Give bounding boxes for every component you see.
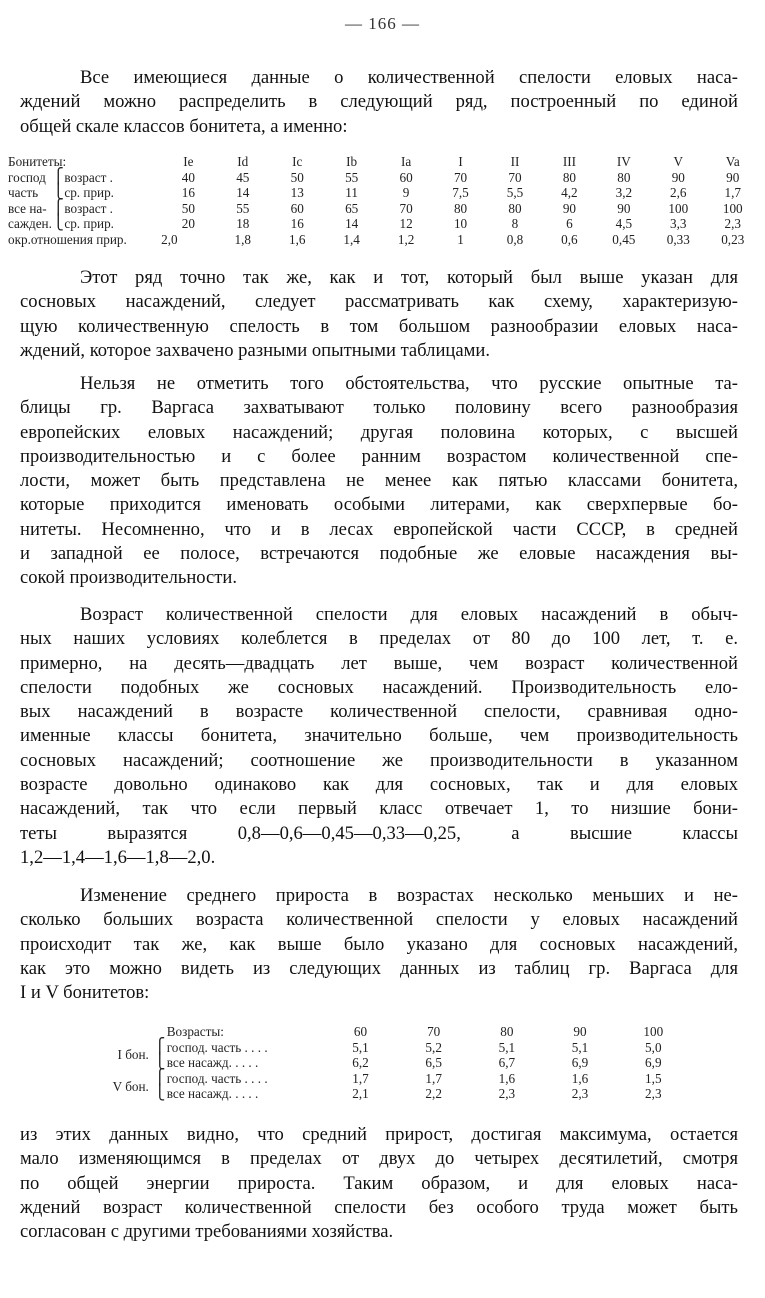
text-line: щую количественную спелость в том большом разнообразии еловых наса-: [20, 315, 738, 337]
paragraph-conclusion: [20, 1123, 738, 1244]
text-line: ных наших условиях колеблется в пределах от 80 до 100 лет, т. е.: [20, 628, 738, 650]
table-cell: 3,2: [615, 185, 633, 201]
table-cell: 90: [562, 200, 576, 216]
table-cell: 70: [508, 169, 522, 185]
row-group-label: господ: [8, 169, 46, 185]
text-line: примерно, на десять—двадцать лет выше, чем возраст количественной: [20, 652, 738, 674]
column-header: 90: [573, 1024, 587, 1039]
table-cell: 10: [453, 216, 468, 232]
row-group-label: все на-: [8, 200, 47, 216]
table-cell: 90: [671, 169, 685, 185]
column-header: Id: [237, 154, 249, 169]
paragraph-maturity-age: [20, 603, 738, 870]
empty-cell: [90, 1024, 153, 1040]
table-cell: 16: [181, 185, 195, 201]
text-line: по общей энергии прироста. Таким образом, и для еловых наса-: [20, 1172, 738, 1194]
column-header: III: [562, 154, 576, 169]
brace-glyph: ⎩: [154, 1054, 166, 1071]
text-line: насаждений, так что если первый класс отвечает 1, то низшие бони-: [20, 798, 738, 820]
text-line: как это можно видеть из следующих данных из таблиц гр. Варгаса для: [20, 957, 738, 979]
table-cell: 1,7: [425, 1070, 442, 1086]
table-cell: 6,7: [498, 1055, 516, 1071]
table-cell: 6,9: [645, 1055, 662, 1071]
row-kind-label: все насажд. . . . .: [166, 1086, 259, 1102]
table-cell: 1,6: [288, 231, 306, 247]
table-cell: 20: [181, 216, 195, 232]
row-group-label: окр.отношения прир.: [8, 231, 127, 247]
table-cell: 12: [399, 216, 413, 232]
text-line: сколько больших возраста количественной спелости у еловых насаждений: [20, 909, 738, 931]
table-row: [8, 232, 760, 248]
table-cell: 1,4: [343, 231, 360, 247]
text-line: которые приходится именовать особыми литерами, как сверхпервые бо-: [20, 494, 738, 516]
table-cell: 2,3: [571, 1086, 589, 1102]
row-kind-label: ср. прир.: [64, 185, 114, 201]
table-cell: 55: [345, 169, 359, 185]
text-line: I и V бонитетов:: [20, 982, 150, 1004]
table-row: [90, 1071, 690, 1087]
table-cell: 2,3: [724, 216, 741, 232]
bonitet-label: V бон.: [112, 1078, 149, 1094]
text-line: европейских еловых насаждений; другая половина которых, с высшей: [20, 421, 738, 443]
table-cell: 1,2: [397, 231, 415, 247]
text-line: производительностью и с более ранним возрастом количественной спе-: [20, 445, 738, 467]
table-cell: 13: [290, 185, 304, 201]
paragraph-scheme: [20, 266, 738, 363]
table-cell: 60: [399, 169, 413, 185]
text-line: согласован с другими требованиями хозяйства.: [20, 1221, 394, 1243]
table-cell: 70: [399, 200, 413, 216]
column-header: Ib: [346, 154, 358, 169]
paragraph-growth-change: [20, 884, 738, 1005]
brace-glyph: ⎧: [154, 1038, 166, 1055]
column-header: Ie: [183, 154, 194, 169]
text-line: спелости подобных же сосновых насаждений. Производительность ело-: [20, 676, 738, 698]
table-cell: 2,0: [161, 231, 178, 247]
table-cell: 1,5: [645, 1070, 662, 1086]
table-cell: 60: [290, 200, 304, 216]
table-cell: 1,8: [234, 231, 252, 247]
text-line: Возраст количественной спелости для еловых насаждений в обыч-: [80, 604, 738, 625]
table-cell: 100: [722, 200, 743, 216]
table-cell: 16: [290, 216, 304, 232]
table-cell: 55: [236, 200, 250, 216]
table-cell: 0,8: [506, 231, 524, 247]
column-header: I: [458, 154, 463, 169]
table-cell: 5,2: [425, 1039, 442, 1055]
text-line: нитеты. Несомненно, что и в лесах европейской части СССР, в средней: [20, 518, 738, 540]
row-group-label: часть: [8, 185, 39, 201]
bonitet-table: [8, 154, 760, 248]
table-cell: 5,0: [645, 1039, 662, 1055]
intro-paragraph: [20, 66, 738, 139]
table-cell: 90: [617, 200, 631, 216]
table-cell: 2,2: [425, 1086, 442, 1102]
table-cell: 8: [511, 216, 519, 232]
text-line: сосновых насаждений; соотношение же производительности в указанном: [20, 749, 738, 771]
table-cell: 80: [617, 169, 631, 185]
table-cell: 2,1: [352, 1086, 369, 1102]
column-header: 100: [643, 1024, 664, 1039]
table-cell: 7,5: [452, 185, 469, 201]
brace-glyph: ⎧: [154, 1069, 166, 1086]
text-line: Все имеющиеся данные о количественной спелости еловых наса-: [80, 67, 738, 88]
text-line: теты выразятся 0,8—0,6—0,45—0,33—0,25, а высшие классы: [20, 822, 738, 844]
text-line: мало изменяющимся в пределах от двух до четырех десятилетий, смотря: [20, 1148, 738, 1170]
text-line: сокой производительности.: [20, 567, 238, 589]
column-header: Va: [725, 154, 740, 169]
row-kind-label: ср. прир.: [64, 216, 114, 232]
column-header: II: [510, 154, 520, 169]
table-cell: 5,1: [571, 1039, 589, 1055]
table-cell: 45: [236, 169, 250, 185]
table-cell: 4,5: [615, 216, 633, 232]
table-cell: 80: [453, 200, 468, 216]
table-cell: 6: [566, 216, 573, 232]
brace-glyph: ⎧: [52, 199, 64, 216]
empty-cell: [153, 1024, 167, 1040]
table-cell: 18: [236, 216, 250, 232]
brace-glyph: ⎧: [52, 168, 64, 185]
column-header: 70: [427, 1024, 441, 1039]
column-header: Ia: [400, 154, 412, 169]
table-cell: 90: [726, 169, 740, 185]
table-cell: 3,3: [670, 216, 687, 232]
growth-table: [90, 1024, 690, 1102]
table-cell: 70: [453, 169, 468, 185]
table-row: [90, 1040, 690, 1056]
row-kind-label: господ. часть . . . .: [166, 1039, 268, 1055]
table-cell: 0,33: [666, 231, 690, 247]
paragraph-vargas-tables: [20, 372, 738, 591]
table-cell: 11: [345, 185, 358, 201]
table-cell: 65: [345, 200, 359, 216]
table-cell: 14: [236, 185, 250, 201]
table-cell: 50: [181, 200, 195, 216]
table-cell: 1,6: [571, 1070, 589, 1086]
text-line: из этих данных видно, что средний прирост, достигая максимума, остается: [20, 1124, 738, 1145]
row-group-label: сажден.: [8, 216, 52, 232]
table-cell: 5,1: [352, 1039, 369, 1055]
table-header-label: Бонитеты:: [8, 154, 67, 169]
table-cell: 50: [290, 169, 304, 185]
table-cell: 2,3: [498, 1086, 516, 1102]
text-line: вых насаждений в возрасте количественной спелости, сравнивая одно-: [20, 701, 738, 723]
text-line: 1,2—1,4—1,6—1,8—2,0.: [20, 846, 216, 868]
table-cell: 4,2: [561, 185, 578, 201]
row-kind-label: возраст .: [64, 200, 113, 216]
table-cell: 6,5: [425, 1055, 442, 1071]
table-cell: 80: [508, 200, 522, 216]
table-row: [90, 1055, 690, 1071]
table-header-row: [90, 1024, 690, 1040]
table-row: [8, 201, 760, 217]
table-cell: 1: [457, 231, 464, 247]
table-cell: 1,7: [724, 185, 741, 201]
column-header: Ic: [292, 154, 303, 169]
table-cell: 6,2: [352, 1055, 369, 1071]
row-kind-label: возраст .: [64, 169, 113, 185]
brace-glyph: ⎩: [52, 215, 64, 232]
table-row: [8, 170, 760, 186]
text-line: Нельзя не отметить того обстоятельства, что русские опытные та-: [80, 373, 738, 394]
text-line: лости, может быть представлена не менее как пятью классами бонитета,: [20, 470, 738, 492]
table-cell: 5,5: [506, 185, 524, 201]
table-cell: 5,1: [498, 1039, 516, 1055]
column-header: 60: [353, 1024, 368, 1039]
table-cell: 2,3: [645, 1086, 662, 1102]
row-kind-label: господ. часть . . . .: [166, 1070, 268, 1086]
text-line: сосновых насаждений, следует рассматривать как схему, характеризую-: [20, 291, 738, 313]
page-number: — 166 —: [345, 14, 420, 33]
text-line: ждений можно распределить в следующий ряд, построенный по единой: [20, 91, 738, 113]
text-line: ждений, которое захвачено разными опытными таблицами.: [20, 339, 490, 361]
text-line: именные классы бонитета, значительно больше, чем производительность: [20, 725, 738, 747]
text-line: ждений возраст количественной спелости без особого труда может быть: [20, 1196, 738, 1218]
bonitet-label: I бон.: [117, 1047, 149, 1063]
table-cell: 1,6: [498, 1070, 516, 1086]
text-line: Этот ряд точно так же, как и тот, который был выше указан для: [80, 267, 738, 288]
table-cell: 9: [402, 185, 410, 201]
table-cell: 6,9: [571, 1055, 589, 1071]
table-cell: 0,23: [721, 231, 745, 247]
row-kind-label: все насажд. . . . .: [166, 1055, 259, 1071]
text-line: общей скале классов бонитета, а именно:: [20, 115, 348, 137]
table-cell: 100: [668, 200, 689, 216]
table-row: [90, 1086, 690, 1102]
text-line: возрасте довольно одинаково как для сосновых, так и для еловых: [20, 774, 738, 796]
text-line: происходит так же, как выше было указано для сосновых насаждений,: [20, 933, 738, 955]
brace-glyph: ⎩: [52, 184, 64, 201]
table-row: [8, 185, 760, 201]
table-header-row: [8, 154, 760, 170]
table-cell: 1,7: [352, 1070, 369, 1086]
table-cell: 40: [181, 169, 195, 185]
text-line: Изменение среднего прироста в возрастах несколько меньших и не-: [80, 885, 738, 906]
column-header: 80: [500, 1024, 514, 1039]
table-cell: 14: [345, 216, 359, 232]
column-header: IV: [616, 154, 631, 169]
text-line: и западной ее полосе, встречаются подобные же еловые насаждения вы-: [20, 543, 738, 565]
table-cell: 0,6: [561, 231, 578, 247]
brace-glyph: ⎩: [154, 1085, 166, 1102]
table-cell: 2,6: [670, 185, 687, 201]
table-row: [8, 216, 760, 232]
text-line: блицы гр. Варгаса захватывают только половину всего разнообразия: [20, 397, 738, 419]
table-cell: 80: [562, 169, 576, 185]
table-cell: 0,45: [612, 231, 636, 247]
table-header-label: Возрасты:: [166, 1024, 224, 1039]
column-header: V: [673, 154, 684, 169]
